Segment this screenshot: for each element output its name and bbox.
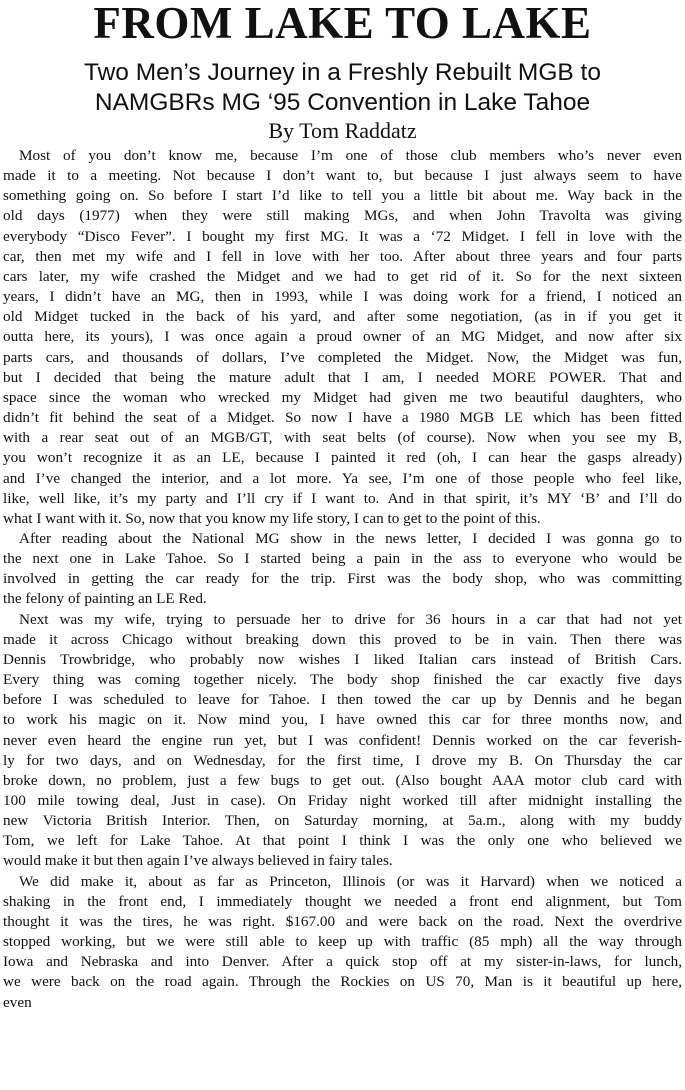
text-line: Dennis Trowbridge, who probably now wishes I liked Italian cars instead of British Cars.: [3, 650, 682, 668]
text-line: with a rear seat out of an MGB/GT, with seat belts (of course). Now when you see my B,: [3, 429, 682, 447]
text-line: new Victoria British Interior. Then, on Saturday morning, at 5a.m., along with my buddy: [3, 812, 682, 830]
text-line: 100 mile towing deal, Just in case). On Friday night worked till after midnight installing the: [3, 792, 682, 809]
article-body: [3, 146, 682, 1013]
text-line: didn’t fit behind the seat of a Midget. So now I have a 1980 MGB LE which has been fitted: [3, 409, 682, 427]
article-subtitle-line-2: NAMGBRs MG ‘95 Convention in Lake Tahoe: [94, 89, 591, 116]
text-line: After reading about the National MG show in the news letter, I decided I was gonna go to: [19, 529, 682, 547]
text-line: even: [3, 993, 32, 1011]
text-line: made it to a meeting. Not because I don’t want to, but because I just always seem to have: [3, 167, 682, 185]
text-line: involved in getting the car ready for the trip. First was the body shop, who was committing: [3, 570, 682, 588]
text-line: Most of you don’t know me, because I’m one of those club members who’s never even: [19, 147, 682, 164]
text-line: the next one in Lake Tahoe. So I started being a pain in the ass to everyone who would be: [3, 550, 682, 568]
text-line: shaking in the front end, I immediately thought we needed a front end alignment, but Tom: [3, 892, 682, 910]
text-line: something going on. So before I start I’d like to tell you a little bit about me. Way back in the: [3, 187, 682, 205]
text-line: stopped working, but we were still able to keep up with traffic (85 mph) all the way through: [3, 933, 682, 951]
text-line: old days (1977) when they were still making MGs, and when John Travolta was giving: [3, 207, 682, 225]
text-line: and I’ve changed the interior, and a lot more. Ya see, I’m one of those people who feel like,: [3, 469, 682, 487]
article-paragraph: [3, 529, 682, 610]
text-line: you won’t recognize it as an LE, because I painted it red (oh, I can hear the gasps already): [3, 449, 682, 467]
text-line: outta here, its yours), I was once again a proud owner of an MG Midget, and now after six: [3, 328, 682, 346]
text-line: we were back on the road again. Through the Rockies on US 70, Man is it beautiful up here,: [3, 973, 682, 991]
text-line: Tom, we left for Lake Tahoe. At that point I think I was the only one who believed we: [3, 832, 682, 850]
text-line: years, I didn’t have an MG, then in 1993, while I was doing work for a friend, I noticed an: [3, 288, 682, 306]
text-line: thought it was the tires, he was right. $167.00 and were back on the road. Next the overdrive: [3, 912, 682, 930]
text-line: the felony of painting an LE Red.: [3, 590, 207, 608]
article-subtitle-line-1: Two Men’s Journey in a Freshly Rebuilt MGB to: [84, 59, 601, 86]
article-byline: By Tom Raddatz: [268, 118, 417, 143]
article-paragraph: [3, 610, 682, 872]
text-line: cars later, my wife crashed the Midget and we had to get rid of it. So for the next sixteen: [3, 267, 682, 285]
text-line: Every thing was coming together nicely. The body shop finished the car exactly five days: [3, 671, 682, 689]
text-line: before I was scheduled to leave for Tahoe. I then towed the car up by Dennis and he began: [3, 691, 682, 709]
text-line: space since the woman who wrecked my Midget had given me two beautiful daughters, who: [3, 388, 682, 406]
text-line: but I decided that being the mature adult that I am, I needed MORE POWER. That and: [3, 368, 682, 386]
article-paragraph: [3, 146, 682, 529]
text-line: to work his magic on it. Now mind you, I have owned this car for three months now, and: [3, 711, 682, 729]
text-line: everybody “Disco Fever”. I bought my first MG. It was a ‘72 Midget. I fell in love with the: [3, 227, 682, 245]
text-line: made it across Chicago without breaking down this proved to be in vain. Then there was: [3, 630, 682, 648]
text-line: never even heard the engine run yet, but I was confident! Dennis worked on the car feverish-: [3, 731, 682, 749]
text-line: broke down, no problem, just a few bugs to get out. (Also bought AAA motor club card with: [3, 771, 682, 789]
text-line: like, well like, it’s my party and I’ll cry if I want to. And in that spirit, it’s MY ‘B’ and I’ll do: [3, 489, 682, 507]
text-line: old Midget tucked in the back of his yard, and after some negotiation, (as in if you get it: [3, 308, 682, 326]
text-line: what I want with it. So, now that you know my life story, I can to get to the point of this.: [3, 509, 541, 527]
article-paragraph: [3, 872, 682, 1013]
text-line: parts cars, and thousands of dollars, I’ve completed the Midget. Now, the Midget was fun,: [3, 348, 682, 366]
text-line: car, then met my wife and I fell in love with her too. After about three years and four parts: [3, 247, 682, 265]
text-line: We did make it, about as far as Princeton, Illinois (or was it Harvard) when we noticed a: [19, 872, 682, 890]
text-line: would make it but then again I’ve always believed in fairy tales.: [3, 852, 393, 870]
text-line: Next was my wife, trying to persuade her to drive for 36 hours in a car that had not yet: [19, 610, 682, 628]
article-title: FROM LAKE TO LAKE: [93, 0, 592, 48]
text-line: Iowa and Nebraska and into Denver. After a quick stop off at my sister-in-laws, for lunch,: [3, 953, 682, 971]
text-line: ly for two days, and on Wednesday, for the first time, I drove my B. On Thursday the car: [3, 751, 682, 769]
